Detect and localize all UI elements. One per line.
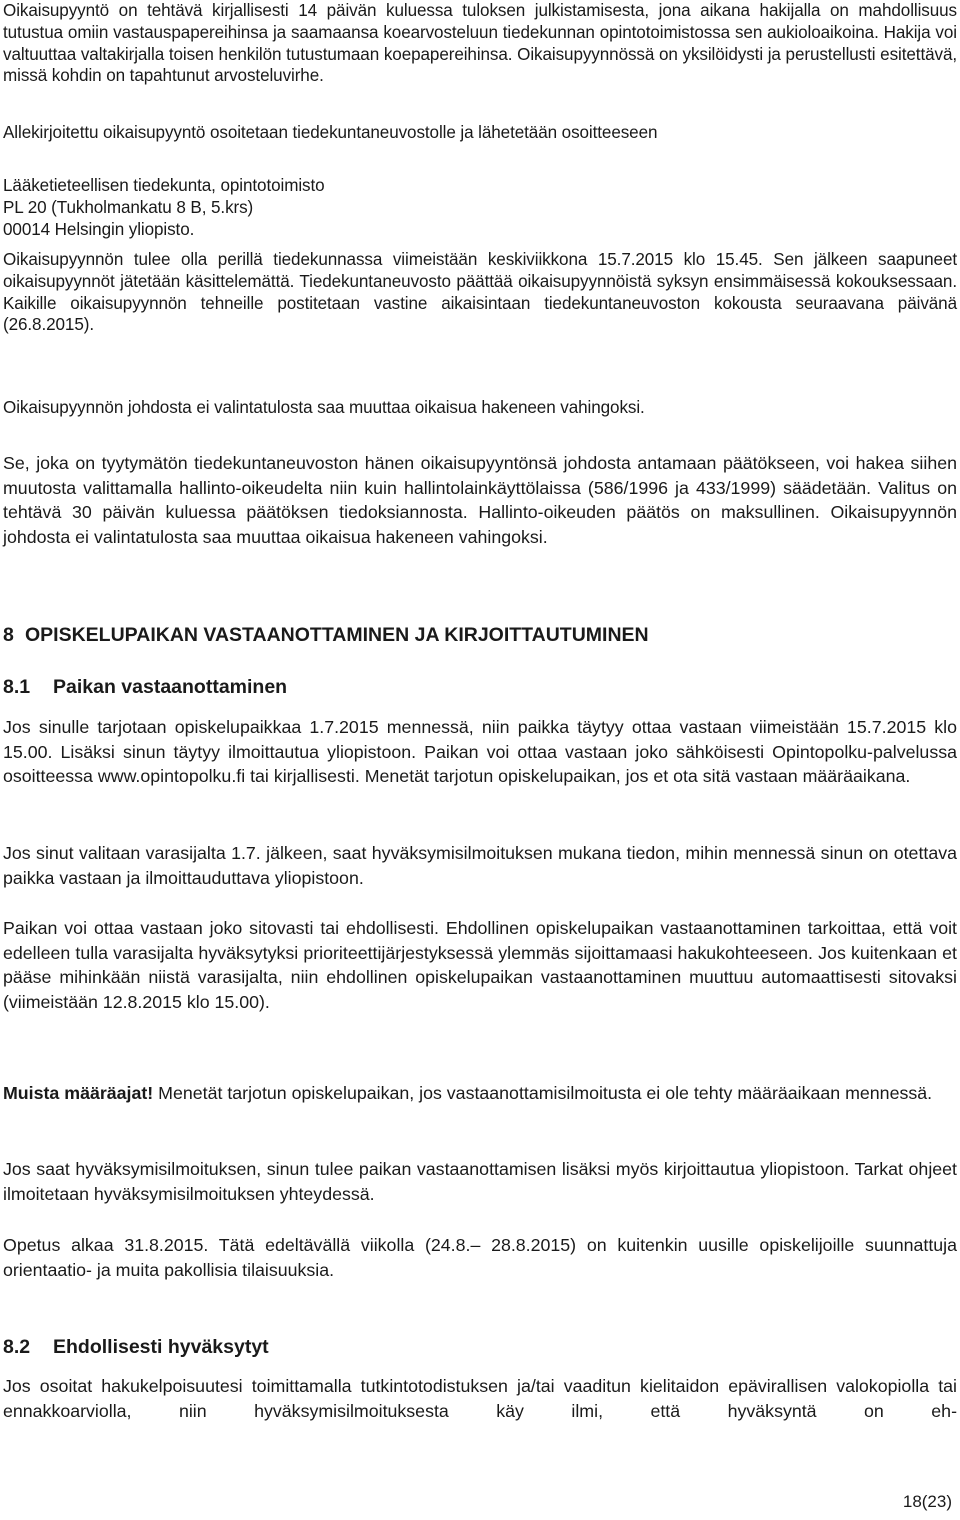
orientation-paragraph: Opetus alkaa 31.8.2015. Tätä edeltävällä viikolla (24.8.– 28.8.2015) on kuitenkin uusille opiskelijoille suunnattuja orientaatio- ja muita pakollisia tilaisuuksia. [3, 1235, 957, 1280]
section-number: 8.1 [3, 676, 31, 698]
deadline-reminder-paragraph [3, 1081, 957, 1106]
address-line: 00014 Helsingin yliopisto. [3, 219, 195, 239]
section-number: 8.2 [3, 1336, 31, 1358]
enrollment-paragraph: Jos saat hyväksymisilmoituksen, sinun tulee paikan vastaanottamisen lisäksi myös kirjoittautua yliopistoon. Tarkat ohjeet ilmoitetaan hyväksymisilmoituksen yhteydessä. [3, 1159, 957, 1204]
section-heading-8-2 [3, 1334, 269, 1360]
appeal-deadline-paragraph: Oikaisupyynnön tulee olla perillä tiedekunnassa viimeistään keskiviikkona 15.7.2015 klo 15.45. Sen jälkeen saapuneet oikaisupyynnöt jätetään käsittelemättä. Tiedekuntaneuvosto päättää oikaisupyynnöistä syksyn ensimmäisessä kokouksessaan. Kaikille oikaisupyynnön tehneille postitetaan vastine aikaisintaan tiedekuntaneuvoston kokousta seuraavana päivänä (26.8.2015). [3, 250, 957, 335]
conditional-admission-paragraph: Jos osoitat hakukelpoisuutesi toimittamalla tutkintotodistuksen ja/tai vaaditun kielitaidon epävirallisen valokopiolla tai ennakkoarviolla, niin hyväksymisilmoituksesta käy ilmi, että hyväksyntä on eh- [3, 1376, 957, 1421]
address-line: PL 20 (Tukholmankatu 8 B, 5.krs) [3, 197, 254, 217]
appeal-court-paragraph: Se, joka on tyytymätön tiedekuntaneuvoston hänen oikaisupyyntönsä johdosta antamaan päätökseen, voi hakea siihen muutosta valittamalla hallinto-oikeudelta niin kuin hallintolainkäyttölaissa (586/1996 ja 433/1999) säädetään. Valitus on tehtävä 30 päivän kuluessa päätöksen tiedoksiannosta. Hallinto-oikeuden päätös on maksullinen. Oikaisupyynnön johdosta ei valintatulosta saa muuttaa oikaisua hakeneen vahingoksi. [3, 453, 957, 547]
intro-address-lead: Allekirjoitettu oikaisupyyntö osoitetaan tiedekuntaneuvostolle ja lähetetään osoitteeseen [3, 123, 658, 142]
section-title: OPISKELUPAIKAN VASTAANOTTAMINEN JA KIRJOITTAUTUMINEN [25, 624, 649, 646]
section-number: 8 [3, 624, 14, 646]
page-number: 18(23) [902, 1492, 952, 1511]
deadline-reminder-label: Muista määräajat! [3, 1083, 154, 1103]
section-heading-8 [3, 622, 649, 648]
mailing-address [3, 175, 325, 240]
address-line: Lääketieteellisen tiedekunta, opintotoimisto [3, 176, 325, 195]
section-title: Ehdollisesti hyväksytyt [53, 1336, 269, 1358]
appeal-note-paragraph: Oikaisupyynnön johdosta ei valintatulosta saa muuttaa oikaisua hakeneen vahingoksi. [3, 398, 645, 417]
intro-paragraph: Oikaisupyyntö on tehtävä kirjallisesti 14 päivän kuluessa tuloksen julkistamisesta, jona aikana hakijalla on mahdollisuus tutustua omiin vastauspapereihinsa ja saamaansa koearvosteluun tiedekunnan opintotoimistossa sen aukioloaikoina. Hakija voi valtuuttaa valtakirjalla toisen henkilön tutustumaan koepapereihinsa. Oikaisupyynnössä on yksilöidysti ja perustellusti esitettävä, missä kohdin on tapahtunut arvosteluvirhe. [3, 1, 957, 86]
section-title: Paikan vastaanottaminen [53, 676, 288, 698]
section-heading-8-1 [3, 674, 287, 700]
acceptance-paragraph: Jos sinulle tarjotaan opiskelupaikkaa 1.7.2015 mennessä, niin paikka täytyy ottaa vastaan viimeistään 15.7.2015 klo 15.00. Lisäksi sinun täytyy ilmoittautua yliopistoon. Paikan voi ottaa vastaan joko sähköisesti Opintopolku-palvelussa osoitteessa www.opintopolku.fi tai kirjallisesti. Menetät tarjotun opiskelupaikan, jos et ota sitä vastaan määräaikana. [3, 717, 957, 787]
deadline-reminder-text: Menetät tarjotun opiskelupaikan, jos vastaanottamisilmoitusta ei ole tehty määräaikaan mennessä. [153, 1083, 933, 1103]
waitlist-paragraph: Jos sinut valitaan varasijalta 1.7. jälkeen, saat hyväksymisilmoituksen mukana tiedon, mihin mennessä sinun on otettava paikka vastaan ja ilmoittauduttava yliopistoon. [3, 843, 957, 888]
conditional-acceptance-paragraph: Paikan voi ottaa vastaan joko sitovasti tai ehdollisesti. Ehdollinen opiskelupaikan vastaanottaminen tarkoittaa, että voit edelleen tulla varasijalta hyväksytyksi prioriteettijärjestyksessä ylemmäs sijoittamaasi hakukohteeseen. Jos kuitenkaan et pääse mihinkään niistä varasijalta, niin ehdollinen opiskelupaikan vastaanottaminen muuttuu automaattisesti sitovaksi (viimeistään 12.8.2015 klo 15.00). [3, 918, 957, 1012]
